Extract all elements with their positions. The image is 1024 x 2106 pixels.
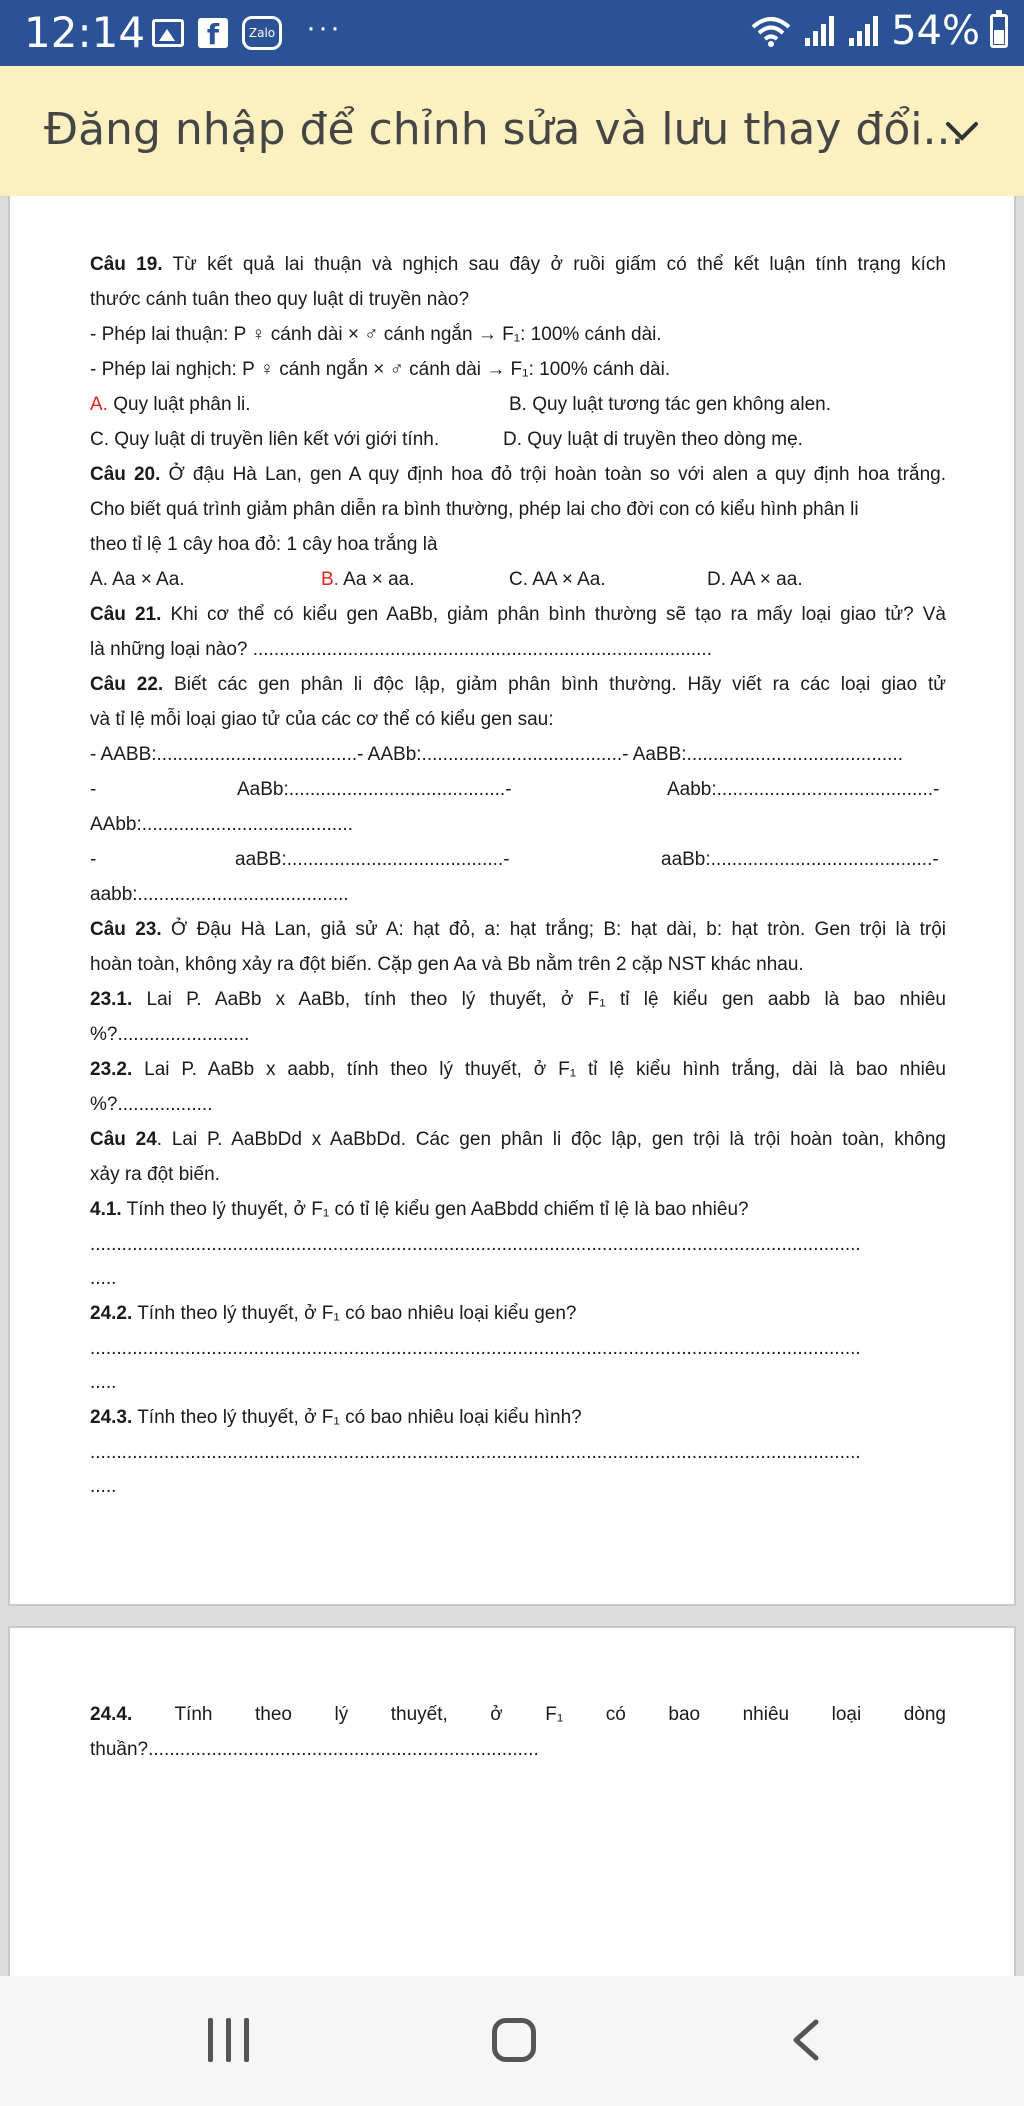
q22-row-1: - AABB:......................................- AABb:......................................- AaBB:.........................................: [90, 744, 903, 765]
q22-row-2-aabb: AaBb:.........................................-: [237, 779, 512, 800]
q23-1-line-2: %?.........................: [90, 1024, 250, 1045]
q20-line-2: Cho biết quá trình giảm phân diễn ra bình thường, phép lai cho đời con có kiểu hình phân li: [90, 499, 859, 520]
q24-2-answer-tail: .....: [90, 1372, 117, 1393]
q24-1-answer-line: ..................................................................................................................................................: [90, 1234, 861, 1255]
q19-line-2: thước cánh tuân theo quy luật di truyền nào?: [90, 289, 470, 310]
q22-line-1: Câu 22. Biết các gen phân li độc lập, giảm phân bình thường. Hãy viết ra các loại giao tử: [90, 674, 946, 695]
q22-row-2-dash: -: [90, 779, 97, 800]
q24-2-answer-line: ..................................................................................................................................................: [90, 1338, 861, 1359]
q24-1: 4.1. Tính theo lý thuyết, ở F₁ có tỉ lệ kiểu gen AaBbdd chiếm tỉ lệ là bao nhiêu?: [90, 1199, 749, 1220]
back-icon[interactable]: [786, 2016, 826, 2064]
status-right: [749, 8, 1008, 54]
q24-4-line-1: 24.4. Tính theo lý thuyết, ở F₁ có bao nhiêu loại dòng: [90, 1704, 946, 1725]
wifi-icon: [749, 13, 793, 49]
q20-line-1: Câu 20. Ở đậu Hà Lan, gen A quy định hoa đỏ trội hoàn toàn so với alen a quy định hoa trắng.: [90, 464, 946, 485]
q24-3-answer-line: ..................................................................................................................................................: [90, 1442, 861, 1463]
status-bar: [0, 0, 1024, 66]
q19-option-c: C. Quy luật di truyền liên kết với giới tính.: [90, 429, 440, 450]
facebook-icon: f: [198, 18, 228, 48]
document-page-1: [8, 196, 1016, 1606]
q24-1-answer-tail: .....: [90, 1268, 117, 1289]
q23-line-2: hoàn toàn, không xảy ra đột biến. Cặp gen Aa và Bb nằm trên 2 cặp NST khác nhau.: [90, 954, 804, 975]
q24-3: 24.3. Tính theo lý thuyết, ở F₁ có bao nhiêu loại kiểu hình?: [90, 1407, 582, 1428]
q19-line-4: - Phép lai nghịch: P ♀ cánh ngắn × ♂ cánh dài → F₁: 100% cánh dài.: [90, 359, 671, 380]
q22-row-4-dash: -: [90, 849, 97, 870]
sign-in-banner-text[interactable]: Đăng nhập để chỉnh sửa và lưu thay đổi...: [44, 104, 965, 155]
q19-line-3: - Phép lai thuận: P ♀ cánh dài × ♂ cánh ngắn → F₁: 100% cánh dài.: [90, 324, 662, 345]
q20-option-c: C. AA × Aa.: [509, 569, 606, 590]
q24-2: 24.2. Tính theo lý thuyết, ở F₁ có bao nhiêu loại kiểu gen?: [90, 1303, 577, 1324]
q24-4-line-2: thuần?..........................................................................: [90, 1739, 539, 1760]
home-icon[interactable]: [492, 2018, 536, 2062]
q22-line-2: và tỉ lệ mỗi loại giao tử của các cơ thể có kiểu gen sau:: [90, 709, 554, 730]
notification-icons: [152, 11, 342, 51]
more-notifications-icon: ···: [306, 11, 342, 44]
q23-1-line-1: 23.1. Lai P. AaBb x AaBb, tính theo lý thuyết, ở F₁ tỉ lệ kiểu gen aabb là bao nhiêu: [90, 989, 946, 1010]
q20-option-a: A. Aa × Aa.: [90, 569, 185, 590]
q22-row-2-aabb2: Aabb:.........................................-: [667, 779, 940, 800]
q20-line-3: theo tỉ lệ 1 cây hoa đỏ: 1 cây hoa trắng là: [90, 534, 438, 555]
zalo-icon: Zalo: [242, 16, 282, 50]
q24-line-1: Câu 24. Lai P. AaBbDd x AaBbDd. Các gen phân li độc lập, gen trội là trội hoàn toàn, không: [90, 1129, 946, 1150]
signal-icon-2: [847, 14, 881, 48]
q24-3-answer-tail: .....: [90, 1476, 117, 1497]
chevron-down-icon[interactable]: [942, 110, 982, 150]
q19-option-d: D. Quy luật di truyền theo dòng mẹ.: [503, 429, 803, 450]
status-time: 12:14: [24, 8, 146, 57]
q22-row-4-aabb: aaBB:.........................................-: [235, 849, 510, 870]
q22-row-5: aabb:........................................: [90, 884, 349, 905]
q20-option-b: B. Aa × aa.: [321, 569, 415, 590]
battery-percent: 54%: [891, 8, 980, 54]
q22-row-4-aabb2: aaBb:..........................................-: [661, 849, 939, 870]
recent-apps-icon[interactable]: [208, 2018, 250, 2062]
q19-option-b: B. Quy luật tương tác gen không alen.: [509, 394, 831, 415]
q24-line-2: xảy ra đột biến.: [90, 1164, 220, 1185]
q19-line-1: Câu 19. Từ kết quả lai thuận và nghịch sau đây ở ruồi giấm có thể kết luận tính trạng kích: [90, 254, 946, 275]
q23-line-1: Câu 23. Ở Đậu Hà Lan, giả sử A: hạt đỏ, a: hạt trắng; B: hạt dài, b: hạt tròn. Gen trội là trội: [90, 919, 946, 940]
q21-line-2: là những loại nào? .......................................................................................: [90, 639, 712, 660]
gallery-icon: [152, 19, 184, 47]
q19-option-a: A. Quy luật phân li.: [90, 394, 251, 415]
q23-2-line-2: %?..................: [90, 1094, 213, 1115]
q20-option-d: D. AA × aa.: [707, 569, 803, 590]
q23-2-line-1: 23.2. Lai P. AaBb x aabb, tính theo lý thuyết, ở F₁ tỉ lệ kiểu hình trắng, dài là bao nhiêu: [90, 1059, 946, 1080]
signal-icon-1: [803, 14, 837, 48]
navigation-bar: [0, 1976, 1024, 2106]
sign-in-banner[interactable]: [0, 66, 1024, 197]
battery-icon: [990, 14, 1008, 48]
q21-line-1: Câu 21. Khi cơ thể có kiểu gen AaBb, giảm phân bình thường sẽ tạo ra mấy loại giao tử? Và: [90, 604, 946, 625]
q22-row-3: AAbb:........................................: [90, 814, 353, 835]
document-page-2: [8, 1626, 1016, 1976]
